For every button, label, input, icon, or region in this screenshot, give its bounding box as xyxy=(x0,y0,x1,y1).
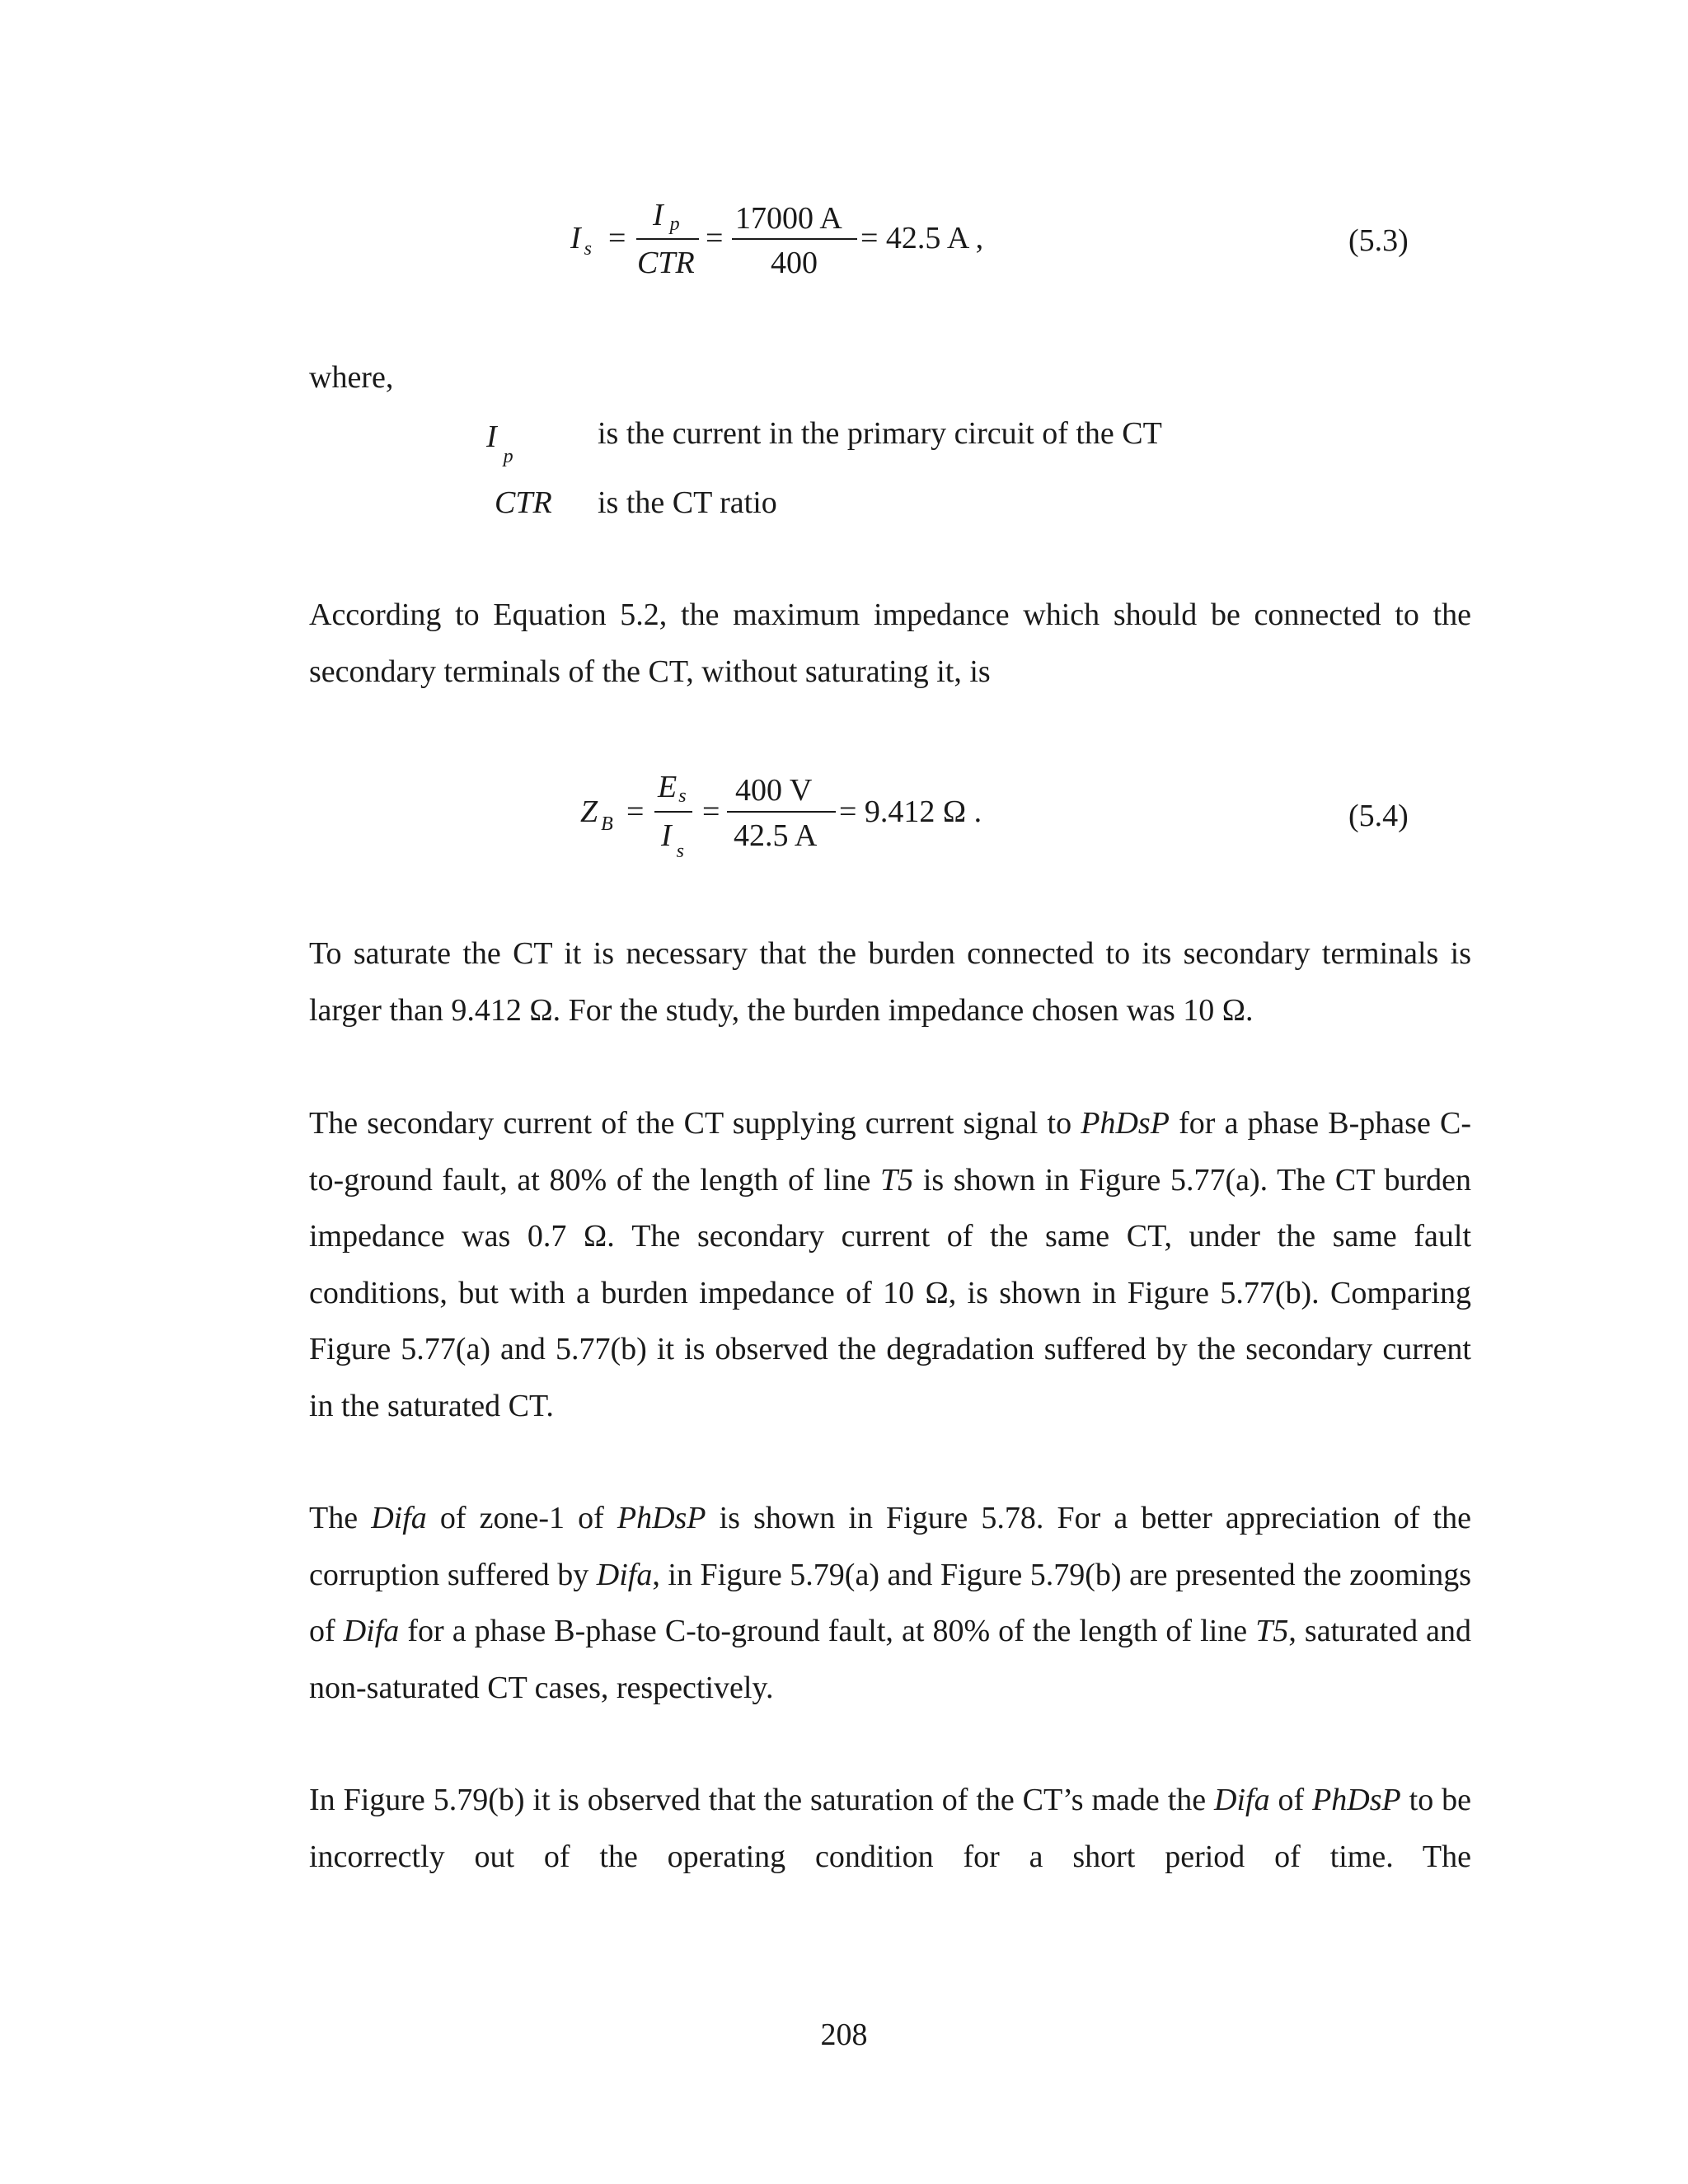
where-label: where, xyxy=(309,360,394,395)
italic-term: T5 xyxy=(880,1162,914,1197)
def-description-ctr: is the CT ratio xyxy=(598,485,777,520)
italic-term: PhDsP xyxy=(617,1501,706,1535)
eq53-num2: 17000 A xyxy=(735,201,842,236)
equation-number-5-4: (5.4) xyxy=(1348,799,1409,833)
equation-number-5-3: (5.3) xyxy=(1348,223,1409,258)
def-description-ip: is the current in the primary circuit of the CT xyxy=(598,416,1162,451)
eq54-result: = 9.412 Ω . xyxy=(839,794,982,829)
def-symbol-ip: $I_p$ xyxy=(486,419,513,467)
page-number: 208 xyxy=(820,2018,868,2052)
eq54-num2: 400 V xyxy=(735,773,813,808)
eq53-num1: I $_p$ xyxy=(653,198,680,235)
italic-term: T5 xyxy=(1255,1614,1289,1648)
italic-term: Difa xyxy=(371,1501,427,1535)
eq53-equals-1: = xyxy=(608,221,626,255)
paragraph-2: To saturate the CT it is necessary that the burden connected to its secondary terminals is larger than 9.412 Ω. For the study, the burden impedance chosen was 10 Ω. xyxy=(309,936,1471,1028)
eq53-lhs: I $_s$ xyxy=(570,221,592,260)
eq54-num1: $E_s$ xyxy=(658,770,687,807)
eq53-den1: CTR xyxy=(637,246,695,280)
paragraph-5: In Figure 5.79(b) it is observed that the saturation of the CT’s made the Difa of PhDsP to be incorrectly out of the operating condition for a short period of time. The xyxy=(309,1783,1471,1874)
italic-term: PhDsP xyxy=(1081,1106,1170,1141)
italic-term: Difa xyxy=(1214,1783,1270,1817)
italic-term: PhDsP xyxy=(1312,1783,1401,1817)
eq54-equals-2: = xyxy=(702,794,720,829)
eq54-den2: 42.5 A xyxy=(734,818,818,853)
italic-term: Difa xyxy=(596,1557,653,1592)
paragraph-3: The secondary current of the CT supplying current signal to PhDsP for a phase B-phase C-to-ground fault, at 80% of the length of line T5 is shown in Figure 5.77(a). The CT burden impedance was 0.7 Ω. The secondary current of the same CT, under the same fault conditions, but with a burden impedance of 10 Ω, is shown in Figure 5.77(b). Comparing Figure 5.77(a) and 5.77(b) it is observed the degradation suffered by the secondary current in the saturated CT. xyxy=(309,1106,1471,1423)
eq53-equals-2: = xyxy=(706,221,724,255)
def-symbol-ctr: CTR xyxy=(495,485,552,520)
paragraph-4: The Difa of zone-1 of PhDsP is shown in Figure 5.78. For a better appreciation of the corruption suffered by Difa, in Figure 5.79(a) and Figure 5.79(b) are presented the zoomings of Difa for a phase B-phase C-to-ground fault, at 80% of the length of line T5, saturated and non-saturated CT cases, respectively. xyxy=(309,1501,1472,1705)
italic-term: Difa xyxy=(343,1614,400,1648)
eq53-den2: 400 xyxy=(771,246,818,280)
paragraph-1: According to Equation 5.2, the maximum impedance which should be connected to the secondary terminals of the CT, without saturating it, is xyxy=(309,598,1471,689)
equation-5-4 xyxy=(0,0,1688,907)
eq54-den1: I $_s$ xyxy=(661,818,684,862)
eq54-fraction-bar-2 xyxy=(727,811,836,813)
eq54-equals-1: = xyxy=(626,794,645,829)
eq54-lhs: Z $_B$ xyxy=(580,794,613,835)
eq53-result: = 42.5 A , xyxy=(860,221,984,255)
eq54-fraction-bar-1 xyxy=(654,811,692,813)
